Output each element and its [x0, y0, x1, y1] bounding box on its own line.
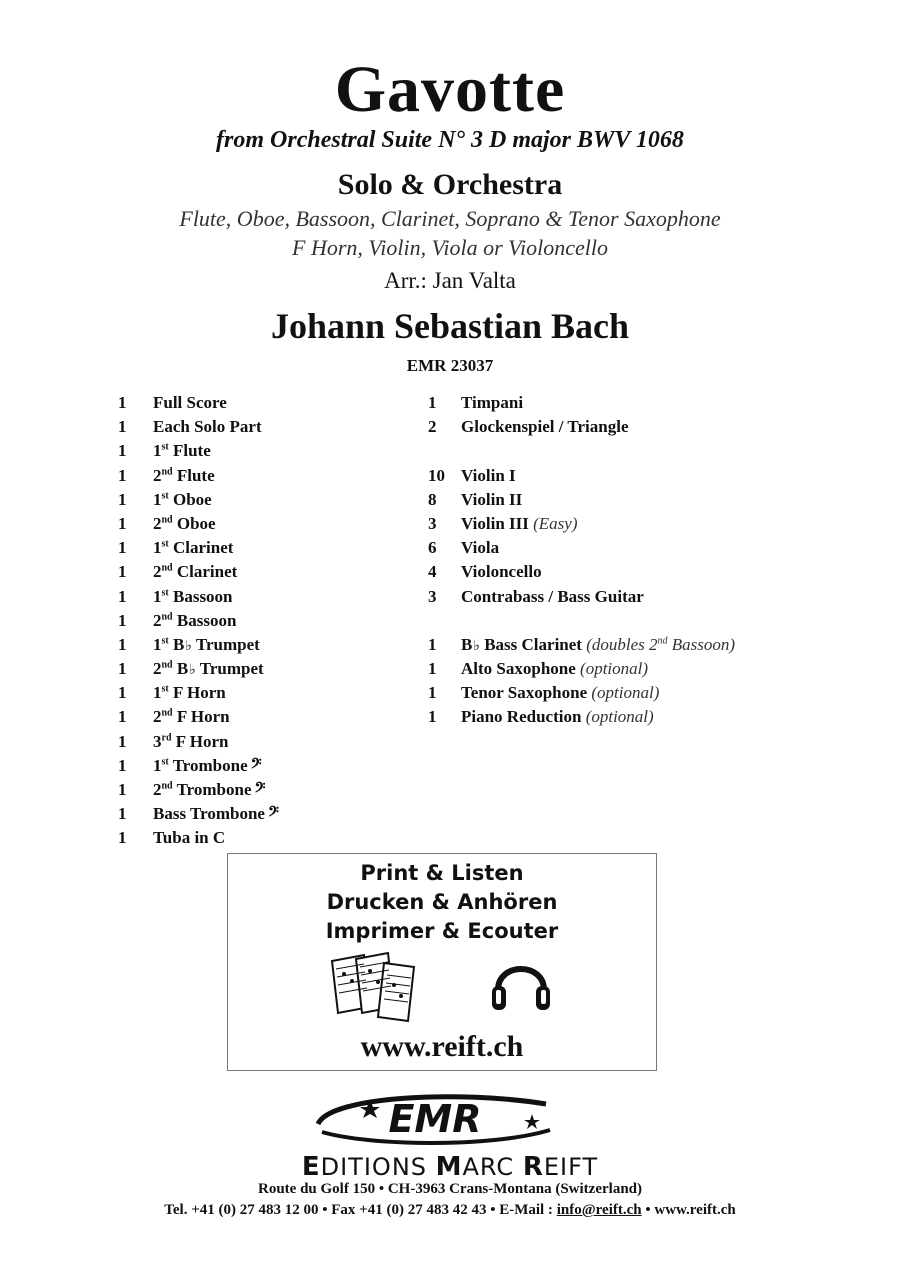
- part-row: [428, 562, 868, 586]
- part-row: [428, 538, 868, 562]
- ordinal-suffix: nd: [161, 514, 173, 526]
- bass-clef-icon: 𝄢: [254, 780, 266, 799]
- part-quantity: 1: [118, 586, 127, 606]
- bass-clef-icon: 𝄢: [267, 804, 279, 824]
- part-number: 1: [153, 441, 162, 461]
- part-note: (optional): [580, 659, 649, 679]
- emr-logo: [310, 1090, 560, 1148]
- part-quantity: 8: [428, 489, 437, 509]
- part-name: [153, 538, 233, 558]
- part-label: Each Solo Part: [153, 417, 262, 437]
- part-quantity: 10: [428, 465, 445, 485]
- part-number: 2: [153, 659, 162, 679]
- part-number: 2: [153, 465, 162, 485]
- part-row: [118, 635, 418, 659]
- print-listen-box: [227, 853, 657, 1071]
- part-row: [118, 828, 418, 852]
- part-number: 1: [153, 755, 162, 775]
- part-quantity: 1: [428, 659, 437, 679]
- part-number: 2: [153, 513, 162, 533]
- part-label: Trumpet: [195, 634, 260, 654]
- part-name: [461, 707, 654, 727]
- part-quantity: 1: [428, 634, 437, 654]
- ordinal-suffix: st: [161, 683, 169, 695]
- part-row: [118, 490, 418, 514]
- part-row: [428, 587, 868, 611]
- parts-list-left: [118, 393, 418, 853]
- instrument-list-line-1: Flute, Oboe, Bassoon, Clarinet, Soprano & Tenor Saxophone: [179, 206, 721, 231]
- part-label: Trombone: [176, 780, 252, 799]
- part-name: [153, 393, 227, 413]
- part-row: [118, 683, 418, 707]
- catalog-number: EMR 23037: [406, 356, 494, 375]
- arranger: Arr.: Jan Valta: [384, 268, 516, 293]
- ordinal-suffix: st: [161, 490, 169, 502]
- page-title: Gavotte: [334, 53, 566, 126]
- part-name: [461, 635, 735, 655]
- flat-icon: ♭: [185, 638, 192, 654]
- part-name: [153, 490, 212, 510]
- part-name: [153, 756, 262, 776]
- part-label: Glockenspiel / Triangle: [461, 417, 629, 437]
- part-label: Viola: [461, 538, 500, 558]
- part-row: [428, 611, 868, 635]
- part-label: Violoncello: [461, 562, 542, 582]
- part-number: 1: [153, 538, 162, 558]
- part-quantity: 1: [118, 634, 127, 654]
- part-row: [428, 466, 868, 490]
- part-label: Trumpet: [199, 659, 264, 679]
- part-row: [428, 635, 868, 659]
- part-quantity: 1: [428, 707, 437, 727]
- part-name: [153, 466, 215, 486]
- part-quantity: 1: [118, 731, 127, 751]
- part-label: Bassoon: [172, 586, 233, 606]
- part-name: [153, 562, 237, 582]
- part-row: [118, 466, 418, 490]
- part-quantity: 1: [118, 683, 127, 703]
- part-quantity: 1: [118, 804, 127, 824]
- part-label: Oboe: [176, 513, 216, 533]
- part-quantity: 1: [118, 513, 127, 533]
- part-label: Trombone: [172, 755, 248, 775]
- ordinal-suffix: st: [161, 441, 169, 453]
- ordinal-suffix: nd: [161, 465, 173, 477]
- part-row: [428, 514, 868, 538]
- part-quantity: 3: [428, 513, 437, 533]
- part-label: Tuba in C: [153, 828, 226, 848]
- part-name: [153, 417, 262, 437]
- ordinal-suffix: nd: [161, 611, 173, 623]
- part-quantity: 1: [118, 538, 127, 558]
- bass-clef-icon: 𝄢: [250, 755, 262, 775]
- part-quantity: 4: [428, 562, 437, 582]
- part-row: [428, 707, 868, 731]
- part-name: [461, 683, 659, 703]
- part-name: [153, 780, 265, 800]
- part-name: [153, 707, 230, 727]
- part-name: [461, 490, 522, 510]
- part-label: Timpani: [461, 393, 524, 412]
- part-quantity: 1: [118, 441, 127, 461]
- part-row: [118, 441, 418, 465]
- part-name: [153, 828, 225, 848]
- part-label: Full Score: [153, 393, 227, 412]
- part-row: [118, 587, 418, 611]
- email-link[interactable]: info@reift.ch: [556, 1202, 642, 1218]
- part-row: [118, 562, 418, 586]
- part-note: (optional): [585, 707, 654, 727]
- part-row: [118, 732, 418, 756]
- publisher-address: Route du Golf 150 • CH-3963 Crans-Montana (Switzerland): [258, 1181, 642, 1197]
- part-label: Bass Trombone: [153, 804, 265, 824]
- part-label: Flute: [172, 441, 211, 461]
- website-link[interactable]: www.reift.ch: [360, 1030, 524, 1063]
- part-quantity: 1: [118, 489, 127, 509]
- part-name: [461, 659, 648, 679]
- flat-icon: ♭: [473, 638, 480, 654]
- part-name: [153, 659, 264, 679]
- ordinal-suffix: nd: [161, 562, 173, 574]
- part-quantity: 6: [428, 538, 437, 558]
- part-name: [461, 562, 542, 582]
- part-number: 2: [153, 562, 162, 582]
- part-quantity: 1: [118, 659, 127, 679]
- part-name: [461, 417, 629, 437]
- key-letter: B: [176, 659, 189, 679]
- svg-text:EMR: EMR: [388, 1097, 482, 1141]
- part-quantity: 1: [118, 417, 127, 437]
- headphones-icon: [488, 950, 554, 1016]
- part-name: [461, 587, 644, 607]
- part-label: F Horn: [172, 683, 226, 703]
- part-label: Tenor Saxophone: [461, 683, 588, 703]
- part-row: [428, 490, 868, 514]
- ordinal-suffix: st: [161, 635, 169, 647]
- part-name: [153, 441, 211, 461]
- part-number: 2: [153, 707, 162, 727]
- part-row: [118, 611, 418, 635]
- publisher-contact: Tel. +41 (0) 27 483 12 00 • Fax +41 (0) 27 483 42 43 • E-Mail : info@reift.ch • www.reift.ch: [164, 1202, 736, 1218]
- print-listen-fr: Imprimer & Ecouter: [325, 919, 559, 943]
- part-row: [118, 538, 418, 562]
- part-name: [153, 635, 260, 655]
- part-number: 1: [153, 683, 162, 703]
- part-label: F Horn: [175, 731, 229, 751]
- ordinal-suffix: nd: [161, 780, 173, 792]
- flat-icon: ♭: [189, 663, 196, 679]
- part-quantity: 1: [118, 465, 127, 485]
- part-quantity: 1: [118, 755, 127, 775]
- note-text: (doubles 2: [586, 634, 658, 654]
- part-row: [428, 441, 868, 465]
- part-quantity: 1: [118, 393, 127, 412]
- part-quantity: 1: [118, 780, 127, 799]
- part-quantity: 1: [118, 828, 127, 848]
- part-label: Alto Saxophone: [461, 659, 576, 679]
- composer: Johann Sebastian Bach: [270, 306, 630, 346]
- part-name: [461, 466, 516, 486]
- part-name: [461, 514, 578, 534]
- part-number: 3: [153, 731, 162, 751]
- part-label: Violin III: [461, 513, 529, 533]
- part-note: (optional): [591, 683, 660, 703]
- ordinal-suffix: nd: [161, 659, 173, 671]
- instrument-list-line-2: F Horn, Violin, Viola or Violoncello: [292, 235, 608, 260]
- ordinal-suffix: nd: [657, 635, 668, 647]
- ordinal-suffix: nd: [161, 707, 173, 719]
- part-number: 2: [153, 780, 162, 799]
- part-row: [118, 417, 418, 441]
- solo-heading: Solo & Orchestra: [337, 168, 563, 201]
- part-row: [428, 393, 868, 417]
- publisher-name: EDITIONS MARC REIFT: [301, 1152, 599, 1182]
- part-number: 1: [153, 586, 162, 606]
- part-label: F Horn: [176, 707, 230, 727]
- part-row: [428, 659, 868, 683]
- part-row: [118, 707, 418, 731]
- part-label: Clarinet: [172, 538, 234, 558]
- part-number: 1: [153, 634, 162, 654]
- part-note: [586, 635, 735, 654]
- part-quantity: 2: [428, 417, 437, 437]
- note-text: Bassoon): [667, 634, 736, 654]
- part-name: [153, 611, 236, 631]
- part-label: Clarinet: [176, 562, 238, 582]
- print-listen-en: Print & Listen: [360, 861, 524, 885]
- work-subtitle: from Orchestral Suite N° 3 D major BWV 1068: [216, 127, 684, 153]
- part-name: [461, 538, 499, 558]
- part-name: [153, 732, 228, 752]
- key-letter: B: [461, 634, 473, 654]
- ordinal-suffix: st: [161, 538, 169, 550]
- part-label: Bassoon: [176, 610, 237, 630]
- parts-list-right: [428, 393, 868, 732]
- part-quantity: 1: [118, 610, 127, 630]
- ordinal-suffix: rd: [161, 731, 172, 743]
- part-row: [118, 780, 418, 804]
- key-letter: B: [172, 634, 185, 654]
- part-number: 1: [153, 489, 162, 509]
- part-quantity: 3: [428, 586, 437, 606]
- part-row: [118, 393, 418, 417]
- part-row: [118, 514, 418, 538]
- ordinal-suffix: st: [161, 586, 169, 598]
- sheet-music-icon: [326, 949, 422, 1024]
- part-label: Oboe: [172, 489, 212, 509]
- part-label: Violin II: [461, 489, 523, 509]
- part-name: [153, 514, 216, 534]
- part-quantity: 1: [118, 707, 127, 727]
- part-label: Flute: [176, 465, 215, 485]
- part-quantity: 1: [428, 683, 437, 703]
- part-name: [461, 393, 523, 413]
- part-row: [428, 417, 868, 441]
- part-row: [118, 804, 418, 828]
- ordinal-suffix: st: [161, 756, 169, 768]
- part-label: Piano Reduction: [461, 707, 582, 727]
- part-name: [153, 587, 233, 607]
- part-number: 2: [153, 610, 162, 630]
- part-label: Bass Clarinet: [484, 634, 582, 654]
- part-quantity: 1: [428, 393, 437, 412]
- part-quantity: 1: [118, 562, 127, 582]
- part-label: Contrabass / Bass Guitar: [461, 586, 644, 606]
- part-name: [153, 683, 226, 703]
- part-row: [118, 756, 418, 780]
- part-row: [118, 659, 418, 683]
- part-row: [428, 683, 868, 707]
- part-label: Violin I: [461, 465, 516, 485]
- part-name: [153, 804, 279, 824]
- print-listen-de: Drucken & Anhören: [326, 890, 558, 914]
- part-note: (Easy): [533, 513, 578, 533]
